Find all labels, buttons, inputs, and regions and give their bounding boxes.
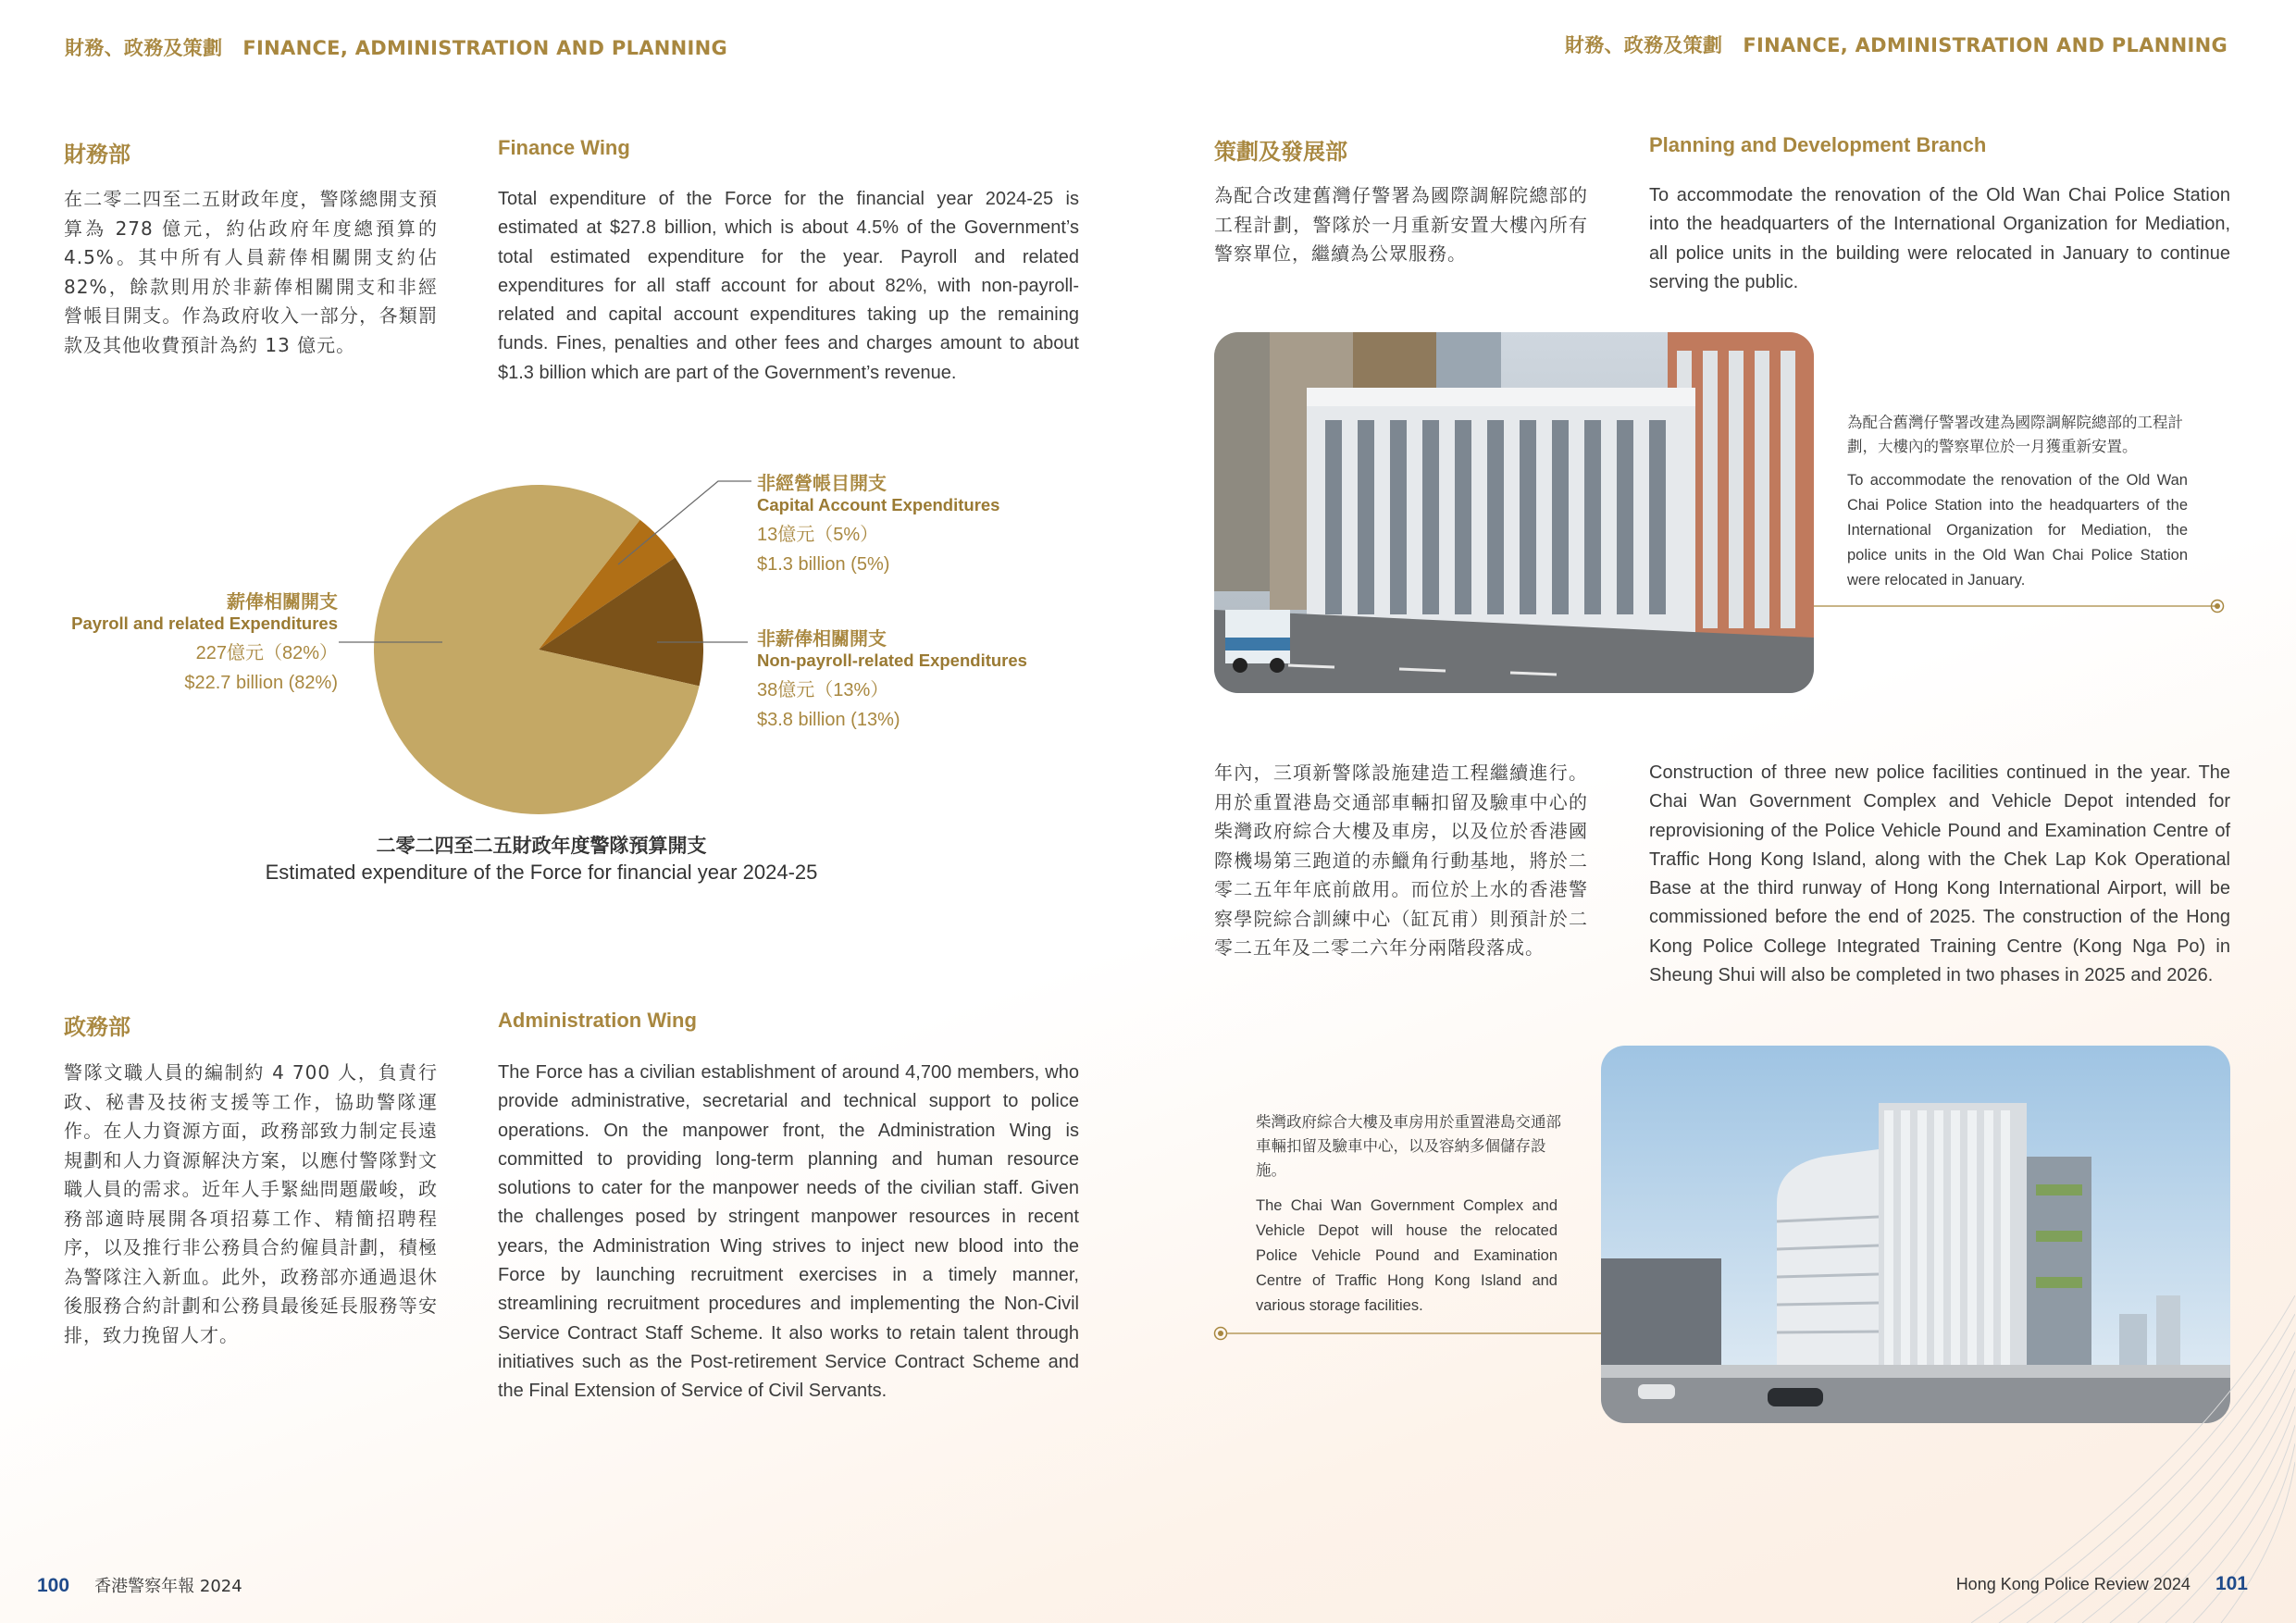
photo1-caption-en: To accommodate the renovation of the Old Wan Chai Police Station into the headquarters of the International Organization for Mediation, the police units in the Old Wan Chai Police Station were relocated in January. xyxy=(1847,472,2188,588)
planning-body2-en: Construction of three new police facilities continued in the year. The Chai Wan Government Complex and Vehicle Depot intended for reprovisioning of the Police Vehicle Pound and Examination Centre of Traffic Hong Kong Island, along with the Chek Lap Kok Operational Base at the third runway of Hong Kong International Airport, will be commissioned before the end of 2025. The construction of the Hong Kong Police College Integrated Training Centre (Kong Nga Po) in Sheung Shui will also be completed in two phases in 2025 and 2026. xyxy=(1649,762,2230,986)
footer-title-left: 香港警察年報 2024 xyxy=(94,1577,242,1596)
running-header-left xyxy=(65,33,727,61)
footer-left xyxy=(37,1573,242,1597)
label-payroll-zh: 薪俸相關開支 xyxy=(227,590,338,613)
label-capital-amount-zh: 13億元（5%） xyxy=(757,525,879,545)
label-capital-zh: 非經營帳目開支 xyxy=(757,472,887,494)
running-header-right xyxy=(1565,31,2228,58)
admin-body-zh: 警隊文職人員的編制約 4 700 人，負責行政、秘書及技術支援等工作，協助警隊運作。在人力資源方面，政務部致力制定長遠規劃和人力資源解決方案，以應付警隊對文職人員的需求。近年人手緊絀問題嚴峻，政務部適時展開各項招募工作、精簡招聘程序，以及推行非公務員合約僱員計劃，積極為警隊注入新血。此外，政務部亦通過退休後服務合約計劃和公務員最後延長服務等安排，致力挽留人才。 xyxy=(64,1061,438,1346)
running-header-zh: 財務、政務及策劃 xyxy=(65,37,223,59)
finance-title-zh: 財務部 xyxy=(64,142,130,167)
label-capital-amount-en: $1.3 billion (5%) xyxy=(757,554,890,575)
label-capital xyxy=(757,472,999,579)
photo2-caption-connector xyxy=(1208,1324,1606,1343)
label-nonpayroll-en: Non-payroll-related Expenditures xyxy=(757,650,1027,670)
photo1-caption-connector xyxy=(1814,597,2230,615)
label-payroll-en: Payroll and related Expenditures xyxy=(71,613,338,633)
running-header-en: FINANCE, ADMINISTRATION AND PLANNING xyxy=(242,37,728,59)
planning-body-zh: 為配合改建舊灣仔警署為國際調解院總部的工程計劃，警隊於一月重新安置大樓內所有警察單位，繼續為公眾服務。 xyxy=(1214,184,1588,265)
photo-old-wan-chai-police-station xyxy=(1214,332,1814,693)
planning-title-zh: 策劃及發展部 xyxy=(1214,139,1347,165)
chart-title-en: Estimated expenditure of the Force for financial year 2024-25 xyxy=(265,861,818,884)
planning-title-en: Planning and Development Branch xyxy=(1649,133,1987,156)
label-payroll xyxy=(37,590,338,698)
finance-body-zh: 在二零二四至二五財政年度，警隊總開支預算為 278 億元，約佔政府年度總預算的4.5%。其中所有人員薪俸相關開支約佔82%，餘款則用於非薪俸相關開支和非經營帳目開支。作為政府收入一部分，各類罰款及其他收費預計為約 13 億元。 xyxy=(64,188,438,356)
label-nonpayroll-amount-zh: 38億元（13%） xyxy=(757,680,889,700)
photo1-caption-zh: 為配合舊灣仔警署改建為國際調解院總部的工程計劃，大樓內的警察單位於一月獲重新安置。 xyxy=(1847,414,2183,455)
label-nonpayroll-zh: 非薪俸相關開支 xyxy=(757,627,887,650)
label-capital-en: Capital Account Expenditures xyxy=(757,495,1000,514)
police-station-illustration xyxy=(1214,332,1814,693)
planning-body-en: To accommodate the renovation of the Old Wan Chai Police Station into the headquarters of the International Organization for Mediation, all police units in the building were relocated in January to continue serving the public. xyxy=(1649,185,2230,292)
admin-title-zh: 政務部 xyxy=(64,1014,130,1040)
planning-body2-zh: 年內，三項新警隊設施建造工程繼續進行。用於重置港島交通部車輛扣留及驗車中心的柴灣政府綜合大樓及車房，以及位於香港國際機場第三跑道的赤鱲角行動基地，將於二零二五年年底前啟用。而位於上水的香港警察學院綜合訓練中心（缸瓦甫）則預計於二零二五年及二零二六年分兩階段落成。 xyxy=(1214,762,1588,959)
label-nonpayroll-amount-en: $3.8 billion (13%) xyxy=(757,710,900,730)
finance-title-en: Finance Wing xyxy=(498,136,630,159)
photo2-caption-en: The Chai Wan Government Complex and Vehicle Depot will house the relocated Police Vehicle Pound and Examination Centre of Traffic Hong Kong Island and various storage facilities. xyxy=(1256,1197,1558,1314)
label-nonpayroll xyxy=(757,627,1027,735)
chart-title-zh: 二零二四至二五財政年度警隊預算開支 xyxy=(376,835,707,857)
running-header-en: FINANCE, ADMINISTRATION AND PLANNING xyxy=(1743,34,2228,56)
photo2-caption-zh: 柴灣政府綜合大樓及車房用於重置港島交通部車輛扣留及驗車中心，以及容納多個儲存設施。 xyxy=(1256,1113,1561,1179)
footer-title-right: Hong Kong Police Review 2024 xyxy=(1955,1575,2191,1593)
admin-title-en: Administration Wing xyxy=(498,1009,697,1032)
admin-body-en: The Force has a civilian establishment of around 4,700 members, who provide administrative, secretarial and technical support to police operations. On the manpower front, the Administration Wing is committed to providing long-term planning and human resource solutions to cater for the manpower needs of the civilian staff. Given the challenges posed by stringent manpower resources in recent years, the Administration Wing strives to inject new blood into the Force by launching recruitment exercises in a timely manner, streamlining recruitment procedures and implementing the Non-Civil Service Contract Staff Scheme. It also works to retain talent through initiatives such as the Post-retirement Service Contract Scheme and the Final Extension of Service of Civil Servants. xyxy=(498,1062,1079,1402)
finance-body-en: Total expenditure of the Force for the financial year 2024-25 is estimated at $27.8 billion, which is about 4.5% of the Government’s total estimated expenditure for the year. Payroll and related expenditures for all staff account for about 82%, with non-payroll-related and capital account expenditures taking up the remaining funds. Fines, penalties and other fees and charges amount to about $1.3 billion which are part of the Government’s revenue. xyxy=(498,189,1079,383)
page-number-right: 101 xyxy=(2215,1573,2248,1594)
page-number-left: 100 xyxy=(37,1575,70,1596)
label-payroll-amount-zh: 227億元（82%） xyxy=(195,643,338,663)
footer-right xyxy=(1956,1573,2248,1595)
label-payroll-amount-en: $22.7 billion (82%) xyxy=(184,673,338,693)
running-header-zh: 財務、政務及策劃 xyxy=(1564,34,1723,56)
